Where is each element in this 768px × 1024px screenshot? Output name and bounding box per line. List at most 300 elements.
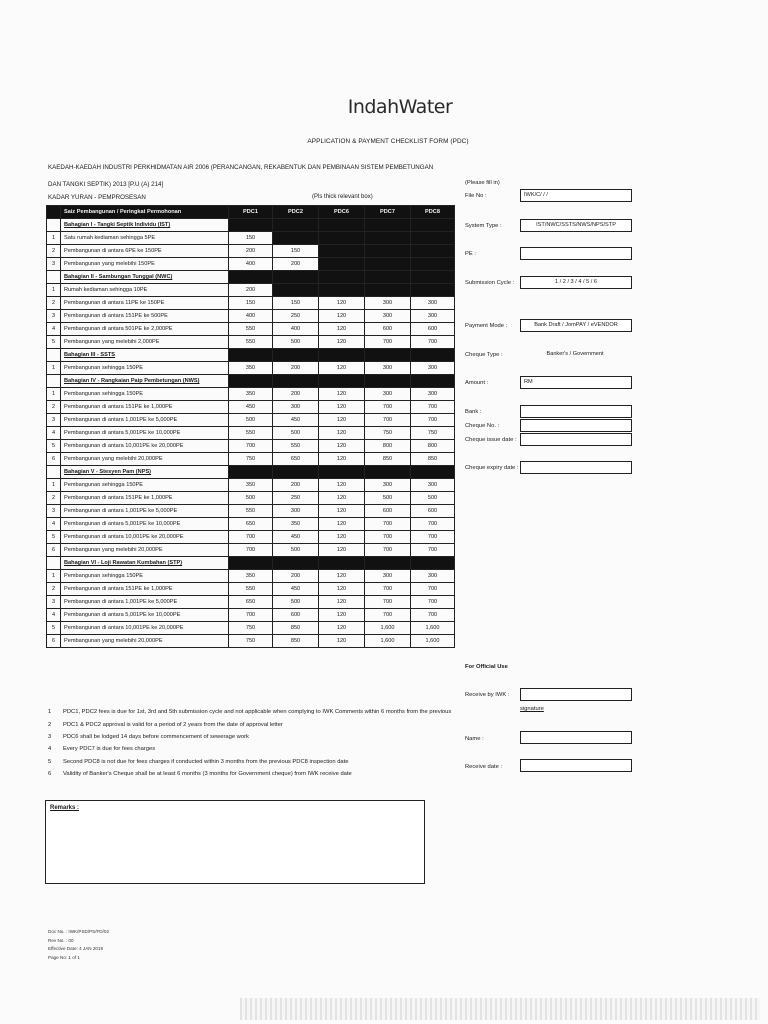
section-row <box>47 466 455 479</box>
shaded-cell <box>273 271 319 284</box>
cheque-expiry-field[interactable] <box>520 461 632 474</box>
fee-cell[interactable]: 300 <box>365 362 411 375</box>
fee-cell[interactable]: 600 <box>411 505 455 518</box>
fee-cell[interactable]: 1,600 <box>411 622 455 635</box>
table-row <box>47 284 455 297</box>
fee-cell[interactable]: 750 <box>229 622 273 635</box>
fee-cell[interactable]: 700 <box>411 401 455 414</box>
name-field[interactable] <box>520 731 632 744</box>
pe-field[interactable] <box>520 247 632 260</box>
section-title: Bahagian I - Tangki Septik Individu (IST) <box>61 219 229 232</box>
row-number: 1 <box>47 388 61 401</box>
shaded-cell <box>411 219 455 232</box>
file-no-label: File No : <box>465 193 487 199</box>
fee-cell[interactable]: 700 <box>411 596 455 609</box>
row-label: Pembangunan di antara 5,001PE ke 10,000PE <box>61 427 229 440</box>
receive-date-field[interactable] <box>520 759 632 772</box>
row-label: Pembangunan di antara 1,001PE ke 5,000PE <box>61 596 229 609</box>
remarks-box[interactable] <box>45 800 425 884</box>
fee-cell[interactable]: 700 <box>365 336 411 349</box>
shaded-cell <box>229 349 273 362</box>
fee-cell[interactable]: 700 <box>229 440 273 453</box>
official-use-heading: For Official Use <box>465 664 508 670</box>
note-item: 2 PDC1 & PDC2 approval is valid for a period of 2 years from the date of approval letter <box>48 721 283 728</box>
fee-cell[interactable]: 300 <box>411 362 455 375</box>
shaded-cell <box>273 466 319 479</box>
fee-cell[interactable]: 300 <box>273 401 319 414</box>
row-number: 6 <box>47 635 61 648</box>
row-number: 6 <box>47 453 61 466</box>
fee-cell[interactable]: 350 <box>229 570 273 583</box>
fee-cell[interactable]: 150 <box>229 297 273 310</box>
fee-cell[interactable]: 120 <box>319 531 365 544</box>
row-label: Satu rumah kediaman sehingga 5PE <box>61 232 229 245</box>
row-label: Pembangunan yang melebihi 20,000PE <box>61 544 229 557</box>
fee-cell[interactable]: 200 <box>273 362 319 375</box>
fee-cell[interactable]: 700 <box>229 531 273 544</box>
effective-date: Effective Date: 4 JAN 2019 <box>48 946 104 951</box>
document-footer <box>48 928 109 962</box>
submission-cycle-field[interactable]: 1 / 2 / 3 / 4 / 5 / 6 <box>520 276 632 289</box>
row-number: 1 <box>47 479 61 492</box>
bank-label: Bank : <box>465 409 482 415</box>
column-header: PDC8 <box>411 206 455 219</box>
fee-cell[interactable]: 750 <box>229 453 273 466</box>
section-title: Bahagian V - Stesyen Pam (NPS) <box>61 466 229 479</box>
shaded-cell <box>411 375 455 388</box>
table-row <box>47 414 455 427</box>
table-row <box>47 635 455 648</box>
row-number: 3 <box>47 596 61 609</box>
row-number: 4 <box>47 323 61 336</box>
fee-cell[interactable]: 150 <box>273 297 319 310</box>
fee-cell[interactable]: 600 <box>365 323 411 336</box>
fee-cell[interactable]: 120 <box>319 479 365 492</box>
column-header: PDC7 <box>365 206 411 219</box>
fee-cell[interactable]: 300 <box>411 310 455 323</box>
fee-cell[interactable]: 600 <box>365 505 411 518</box>
row-number: 5 <box>47 336 61 349</box>
table-row <box>47 583 455 596</box>
shaded-cell <box>273 284 319 297</box>
column-header: Saiz Pembangunan / Peringkat Permohonan <box>61 206 229 219</box>
section-blank-cell <box>47 219 61 232</box>
fee-cell[interactable]: 200 <box>229 284 273 297</box>
fee-cell[interactable]: 120 <box>319 297 365 310</box>
fee-cell[interactable]: 750 <box>411 427 455 440</box>
fee-cell[interactable]: 700 <box>229 609 273 622</box>
shaded-cell <box>365 232 411 245</box>
header-blank-cell <box>47 206 61 219</box>
receive-by-label: Receive by IWK : <box>465 692 510 698</box>
row-number: 3 <box>47 414 61 427</box>
fee-cell[interactable]: 550 <box>229 323 273 336</box>
fee-cell[interactable]: 300 <box>411 297 455 310</box>
shaded-cell <box>411 349 455 362</box>
row-number: 1 <box>47 362 61 375</box>
row-number: 1 <box>47 284 61 297</box>
cheque-issue-label: Cheque issue date : <box>465 437 517 443</box>
fee-cell[interactable]: 150 <box>229 232 273 245</box>
row-label: Pembangunan di antara 151PE ke 1,000PE <box>61 492 229 505</box>
fee-cell[interactable]: 850 <box>273 622 319 635</box>
section-blank-cell <box>47 349 61 362</box>
row-label: Pembangunan di antara 10,001PE ke 20,000PE <box>61 440 229 453</box>
fee-cell[interactable]: 700 <box>229 544 273 557</box>
row-number: 4 <box>47 518 61 531</box>
fee-cell[interactable]: 500 <box>411 492 455 505</box>
fee-cell[interactable]: 300 <box>365 479 411 492</box>
fee-cell[interactable]: 150 <box>273 245 319 258</box>
row-number: 1 <box>47 232 61 245</box>
fee-cell[interactable]: 700 <box>365 583 411 596</box>
fee-cell[interactable]: 400 <box>273 323 319 336</box>
cheque-issue-field[interactable] <box>520 433 632 446</box>
fee-cell[interactable]: 120 <box>319 518 365 531</box>
shaded-cell <box>365 258 411 271</box>
fee-cell[interactable]: 650 <box>273 453 319 466</box>
row-label: Pembangunan sehingga 150PE <box>61 388 229 401</box>
fee-cell[interactable]: 200 <box>273 388 319 401</box>
shaded-cell <box>365 557 411 570</box>
row-label: Pembangunan yang melebihi 150PE <box>61 258 229 271</box>
row-label: Pembangunan di antara 5,001PE ke 10,000PE <box>61 518 229 531</box>
table-row <box>47 310 455 323</box>
fee-cell[interactable]: 500 <box>229 492 273 505</box>
name-label: Name : <box>465 736 484 742</box>
row-label: Pembangunan di antara 5,001PE ke 10,000PE <box>61 609 229 622</box>
page-no: Page No: 1 of 1 <box>48 954 80 960</box>
section-row <box>47 349 455 362</box>
system-type-label: System Type : <box>465 223 502 229</box>
shaded-cell <box>319 466 365 479</box>
section-row <box>47 375 455 388</box>
shaded-cell <box>411 271 455 284</box>
shaded-cell <box>229 466 273 479</box>
fee-cell[interactable]: 750 <box>229 635 273 648</box>
table-row <box>47 401 455 414</box>
fee-cell[interactable]: 300 <box>365 388 411 401</box>
shaded-cell <box>319 258 365 271</box>
fee-cell[interactable]: 120 <box>319 544 365 557</box>
fee-cell[interactable]: 800 <box>411 440 455 453</box>
table-row <box>47 544 455 557</box>
note-item: 1 PDC1, PDC2 fees is due for 1st, 3rd and 5th submission cycle and not applicable when complying to IWK Comments within 6 months from the previous <box>48 709 452 716</box>
fee-cell[interactable]: 300 <box>365 310 411 323</box>
section-blank-cell <box>47 466 61 479</box>
fee-cell[interactable]: 700 <box>411 518 455 531</box>
row-number: 4 <box>47 609 61 622</box>
row-label: Pembangunan yang melebihi 20,000PE <box>61 453 229 466</box>
shaded-cell <box>319 271 365 284</box>
row-number: 5 <box>47 531 61 544</box>
fee-cell[interactable]: 120 <box>319 414 365 427</box>
fee-cell[interactable]: 350 <box>229 479 273 492</box>
fee-cell[interactable]: 120 <box>319 609 365 622</box>
shaded-cell <box>319 375 365 388</box>
shaded-cell <box>411 258 455 271</box>
shaded-cell <box>229 557 273 570</box>
fee-cell[interactable]: 700 <box>411 544 455 557</box>
fee-cell[interactable]: 300 <box>365 570 411 583</box>
table-row <box>47 479 455 492</box>
receive-by-field[interactable] <box>520 688 632 701</box>
row-label: Pembangunan di antara 501PE ke 2,000PE <box>61 323 229 336</box>
regulation-line-2: DAN TANGKI SEPTIK) 2013 [P.U (A) 214] <box>48 181 164 188</box>
tick-note: (Pls thick relevant box) <box>312 194 373 200</box>
row-number: 2 <box>47 297 61 310</box>
fee-cell[interactable]: 300 <box>411 388 455 401</box>
fee-cell[interactable]: 1,600 <box>411 635 455 648</box>
fee-cell[interactable]: 700 <box>365 518 411 531</box>
fee-cell[interactable]: 850 <box>273 635 319 648</box>
fee-cell[interactable]: 500 <box>229 414 273 427</box>
fee-cell[interactable]: 200 <box>229 245 273 258</box>
shaded-cell <box>319 557 365 570</box>
shaded-cell <box>319 284 365 297</box>
fee-cell[interactable]: 200 <box>273 570 319 583</box>
fee-cell[interactable]: 700 <box>411 414 455 427</box>
shaded-cell <box>273 219 319 232</box>
fee-cell[interactable]: 120 <box>319 440 365 453</box>
row-number: 2 <box>47 583 61 596</box>
cheque-no-field[interactable] <box>520 419 632 432</box>
fee-cell[interactable]: 850 <box>411 453 455 466</box>
shaded-cell <box>273 557 319 570</box>
shaded-cell <box>411 466 455 479</box>
fee-cell[interactable]: 750 <box>365 427 411 440</box>
row-number: 4 <box>47 427 61 440</box>
fee-cell[interactable]: 700 <box>365 414 411 427</box>
fee-cell[interactable]: 550 <box>229 583 273 596</box>
fee-cell[interactable]: 700 <box>411 583 455 596</box>
fee-cell[interactable]: 700 <box>411 531 455 544</box>
table-row <box>47 609 455 622</box>
fee-cell[interactable]: 120 <box>319 492 365 505</box>
fee-cell[interactable]: 450 <box>273 531 319 544</box>
column-header: PDC6 <box>319 206 365 219</box>
fee-cell[interactable]: 700 <box>365 401 411 414</box>
fee-cell[interactable]: 700 <box>365 596 411 609</box>
table-row <box>47 245 455 258</box>
fee-cell[interactable]: 500 <box>273 427 319 440</box>
file-no-field[interactable]: IWK/C/ / / <box>520 189 632 202</box>
fee-cell[interactable]: 1,600 <box>365 622 411 635</box>
shaded-cell <box>319 349 365 362</box>
fee-cell[interactable]: 550 <box>273 440 319 453</box>
table-row <box>47 518 455 531</box>
note-item: 5 Second PDC8 is not due for fees charges if conducted within 3 months from the previous PDC8 inspection date <box>48 758 349 765</box>
table-row <box>47 492 455 505</box>
row-label: Pembangunan sehingga 150PE <box>61 479 229 492</box>
cheque-no-label: Cheque No. : <box>465 423 500 429</box>
section-blank-cell <box>47 375 61 388</box>
fee-cell[interactable]: 250 <box>273 492 319 505</box>
row-label: Pembangunan di antara 151PE ke 1,000PE <box>61 583 229 596</box>
row-label: Pembangunan di antara 151PE ke 1,000PE <box>61 401 229 414</box>
section-blank-cell <box>47 557 61 570</box>
shaded-cell <box>365 219 411 232</box>
fee-cell[interactable]: 300 <box>411 570 455 583</box>
fee-cell[interactable]: 1,600 <box>365 635 411 648</box>
shaded-cell <box>365 466 411 479</box>
fee-cell[interactable]: 120 <box>319 622 365 635</box>
fee-cell[interactable]: 120 <box>319 427 365 440</box>
fee-cell[interactable]: 120 <box>319 570 365 583</box>
fee-cell[interactable]: 500 <box>365 492 411 505</box>
row-label: Pembangunan di antara 6PE ke 150PE <box>61 245 229 258</box>
fee-cell[interactable]: 120 <box>319 336 365 349</box>
cheque-type-options[interactable]: Banker's / Government <box>546 351 604 357</box>
fee-cell[interactable]: 120 <box>319 453 365 466</box>
amount-field[interactable]: RM <box>520 376 632 389</box>
table-row <box>47 258 455 271</box>
doc-no: Doc No. : IWK/PSD/PS/FD/02 <box>48 929 110 934</box>
fee-cell[interactable]: 350 <box>229 362 273 375</box>
shaded-cell <box>229 219 273 232</box>
shaded-cell <box>319 219 365 232</box>
row-number: 1 <box>47 570 61 583</box>
fee-cell[interactable]: 120 <box>319 596 365 609</box>
signature-caption: signature <box>520 706 544 712</box>
row-label: Pembangunan sehingga 150PE <box>61 362 229 375</box>
shaded-cell <box>273 375 319 388</box>
fee-cell[interactable]: 120 <box>319 362 365 375</box>
row-number: 3 <box>47 258 61 271</box>
shaded-cell <box>273 232 319 245</box>
row-label: Rumah kediaman sehingga 10PE <box>61 284 229 297</box>
table-row <box>47 505 455 518</box>
fee-cell[interactable]: 120 <box>319 310 365 323</box>
shaded-cell <box>365 349 411 362</box>
fee-cell[interactable]: 400 <box>229 258 273 271</box>
section-title: Bahagian II - Sambungan Tunggal (NWC) <box>61 271 229 284</box>
regulation-line-1: KAEDAH-KAEDAH INDUSTRI PERKHIDMATAN AIR 2006 (PERANCANGAN, REKABENTUK DAN PEMBINAAN SISTEM PEMBETUNGAN <box>48 164 434 171</box>
fee-cell[interactable]: 120 <box>319 505 365 518</box>
table-row <box>47 323 455 336</box>
section-blank-cell <box>47 271 61 284</box>
fee-cell[interactable]: 300 <box>273 505 319 518</box>
fee-cell[interactable]: 700 <box>365 609 411 622</box>
fee-cell[interactable]: 500 <box>273 336 319 349</box>
table-row <box>47 297 455 310</box>
fee-cell[interactable]: 700 <box>411 609 455 622</box>
fee-cell[interactable]: 450 <box>273 583 319 596</box>
fee-cell[interactable]: 250 <box>273 310 319 323</box>
row-number: 6 <box>47 544 61 557</box>
fee-cell[interactable]: 800 <box>365 440 411 453</box>
fee-cell[interactable]: 350 <box>273 518 319 531</box>
row-number: 3 <box>47 505 61 518</box>
shaded-cell <box>365 245 411 258</box>
table-row <box>47 570 455 583</box>
fee-cell[interactable]: 700 <box>365 544 411 557</box>
form-title: APPLICATION & PAYMENT CHECKLIST FORM (PDC) <box>307 138 469 145</box>
row-label: Pembangunan yang melebihi 2,000PE <box>61 336 229 349</box>
shaded-cell <box>229 375 273 388</box>
fee-cell[interactable]: 700 <box>365 531 411 544</box>
table-row <box>47 622 455 635</box>
section-row <box>47 557 455 570</box>
shaded-cell <box>365 271 411 284</box>
fee-cell[interactable]: 450 <box>229 401 273 414</box>
fee-cell[interactable]: 300 <box>411 479 455 492</box>
fee-cell[interactable]: 550 <box>229 505 273 518</box>
row-label: Pembangunan di antara 151PE ke 500PE <box>61 310 229 323</box>
fee-cell[interactable]: 500 <box>273 596 319 609</box>
system-type-field[interactable]: IST/NWC/SSTS/NWS/NPS/STP <box>520 219 632 232</box>
fee-cell[interactable]: 400 <box>229 310 273 323</box>
shaded-cell <box>411 284 455 297</box>
cheque-expiry-label: Cheque expiry date : <box>465 465 519 471</box>
section-title: Bahagian III - SSTS <box>61 349 229 362</box>
shaded-cell <box>319 232 365 245</box>
receive-date-label: Receive date : <box>465 764 503 770</box>
fill-note: (Please fill in) <box>465 180 500 186</box>
section-title: Bahagian IV - Rangkaian Paip Pembetungan (NWS) <box>61 375 229 388</box>
table-header-row <box>47 206 455 219</box>
amount-label: Amount : <box>465 380 489 386</box>
fee-cell[interactable]: 550 <box>229 336 273 349</box>
payment-mode-label: Payment Mode : <box>465 323 508 329</box>
row-label: Pembangunan yang melebihi 20,000PE <box>61 635 229 648</box>
fee-cell[interactable]: 500 <box>273 544 319 557</box>
row-number: 2 <box>47 492 61 505</box>
bank-field[interactable] <box>520 405 632 418</box>
fee-cell[interactable]: 120 <box>319 635 365 648</box>
pe-label: PE : <box>465 251 476 257</box>
shaded-cell <box>411 232 455 245</box>
fee-cell[interactable]: 200 <box>273 479 319 492</box>
fee-table <box>46 205 455 648</box>
indah-water-logo: IndahWater <box>347 96 453 118</box>
fee-cell[interactable]: 120 <box>319 388 365 401</box>
fee-cell[interactable]: 700 <box>411 336 455 349</box>
cheque-type-label: Cheque Type : <box>465 352 503 358</box>
table-row <box>47 531 455 544</box>
fee-cell[interactable]: 600 <box>273 609 319 622</box>
shaded-cell <box>319 245 365 258</box>
row-number: 2 <box>47 401 61 414</box>
fee-cell[interactable]: 350 <box>229 388 273 401</box>
fee-cell[interactable]: 200 <box>273 258 319 271</box>
fee-cell[interactable]: 450 <box>273 414 319 427</box>
fee-cell[interactable]: 120 <box>319 401 365 414</box>
row-label: Pembangunan sehingga 150PE <box>61 570 229 583</box>
column-header: PDC2 <box>273 206 319 219</box>
fee-cell[interactable]: 550 <box>229 427 273 440</box>
row-label: Pembangunan di antara 1,001PE ke 5,000PE <box>61 505 229 518</box>
fee-cell[interactable]: 650 <box>229 518 273 531</box>
note-item: 6 Validity of Banker's Cheque shall be at least 6 months (3 months for Government cheque) from IWK receive date <box>48 771 352 778</box>
table-row <box>47 232 455 245</box>
fee-cell[interactable]: 600 <box>411 323 455 336</box>
fee-cell[interactable]: 120 <box>319 583 365 596</box>
fee-cell[interactable]: 850 <box>365 453 411 466</box>
shaded-cell <box>411 245 455 258</box>
row-number: 5 <box>47 440 61 453</box>
payment-mode-field[interactable]: Bank Draft / JomPAY / eVENDOR <box>520 319 632 332</box>
section-title: Bahagian VI - Loji Rawatan Kumbahan (STP) <box>61 557 229 570</box>
fee-cell[interactable]: 650 <box>229 596 273 609</box>
table-row <box>47 336 455 349</box>
section-row <box>47 219 455 232</box>
row-label: Pembangunan di antara 1,001PE ke 5,000PE <box>61 414 229 427</box>
fee-cell[interactable]: 300 <box>365 297 411 310</box>
fee-cell[interactable]: 120 <box>319 323 365 336</box>
shaded-cell <box>365 284 411 297</box>
table-row <box>47 453 455 466</box>
